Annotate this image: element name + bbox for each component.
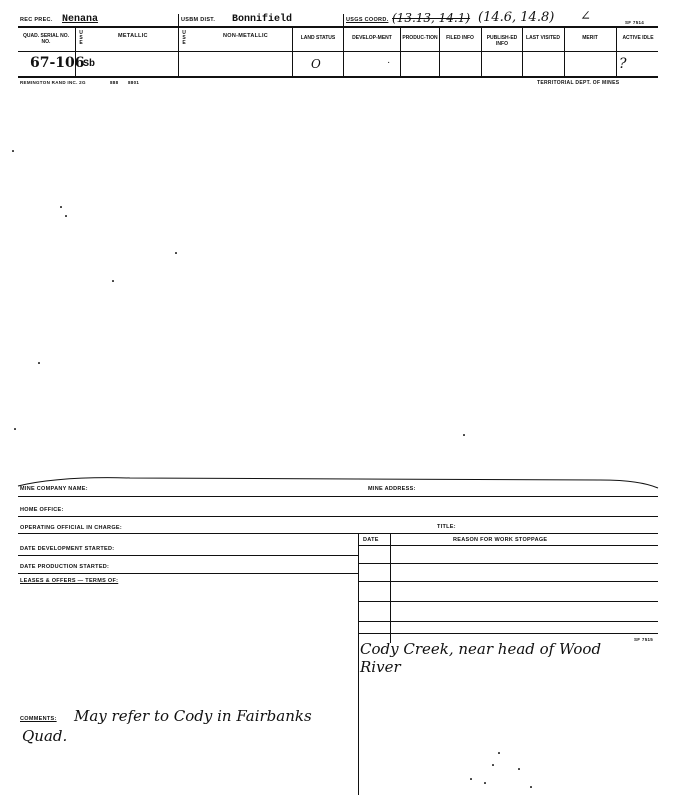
row-line bbox=[18, 533, 658, 534]
imprint-code-a: 888 bbox=[110, 80, 119, 85]
metallic-value: Sb bbox=[83, 59, 96, 70]
speck bbox=[38, 362, 40, 364]
speck bbox=[530, 786, 532, 788]
use-label-nonmetallic: U S E bbox=[182, 30, 186, 46]
merit-label: MERIT bbox=[582, 35, 598, 41]
speck bbox=[492, 764, 494, 766]
usgs-dist-label: USBM DIST. bbox=[181, 17, 216, 23]
home-office-label: HOME OFFICE: bbox=[20, 507, 64, 513]
row-line bbox=[18, 496, 658, 497]
land-status-label: LAND STATUS bbox=[300, 35, 336, 41]
speck bbox=[175, 252, 177, 254]
metallic-label: METALLIC bbox=[118, 33, 148, 39]
row-line bbox=[18, 555, 358, 556]
speck bbox=[112, 280, 114, 282]
development-label: DEVELOP-MENT bbox=[352, 35, 392, 41]
comments-label: COMMENTS: bbox=[20, 716, 57, 722]
mine-address-label: MINE ADDRESS: bbox=[368, 486, 416, 492]
table-row-line bbox=[358, 563, 658, 564]
imprint-code-b: 8801 bbox=[128, 80, 140, 85]
active-idle-label: ACTIVE IDLE bbox=[622, 35, 654, 41]
speck bbox=[518, 768, 520, 770]
location-line-2: River bbox=[360, 658, 401, 676]
land-status-value: O bbox=[311, 57, 321, 71]
speck bbox=[463, 434, 465, 436]
development-value: · bbox=[387, 57, 391, 68]
date-production-label: DATE PRODUCTION STARTED: bbox=[20, 564, 110, 570]
date-development-label: DATE DEVELOPMENT STARTED: bbox=[20, 546, 115, 552]
table-row-line bbox=[358, 581, 658, 582]
divider bbox=[343, 14, 344, 76]
speck bbox=[12, 150, 14, 152]
usgs-coord-mark: ∠ bbox=[580, 9, 591, 24]
printer-imprint: REMINGTON RAND INC. 2G bbox=[20, 80, 86, 85]
table-header-line bbox=[358, 545, 658, 546]
territorial-imprint: TERRITORIAL DEPT. OF MINES bbox=[537, 80, 620, 86]
table-row-line bbox=[358, 601, 658, 602]
usgs-coord-value: (14.6, 14.8) bbox=[478, 10, 555, 25]
speck bbox=[498, 752, 500, 754]
title-label: TITLE: bbox=[437, 524, 456, 530]
table-left-border bbox=[358, 533, 359, 795]
header-row-line bbox=[18, 51, 658, 52]
last-visited-label: LAST VISITED bbox=[526, 35, 560, 41]
usgs-coord-label: USGS COORD. bbox=[346, 17, 389, 23]
quad-serial-value: 67-106 bbox=[30, 55, 85, 71]
rec-prec-label: REC PREC. bbox=[20, 17, 53, 23]
usgs-dist-value: Bonnifield bbox=[232, 14, 293, 25]
form-number-top: SF 7514 bbox=[625, 20, 645, 25]
value-row-line bbox=[18, 76, 658, 78]
date-col-label: DATE bbox=[363, 537, 379, 543]
speck bbox=[484, 782, 486, 784]
rec-prec-value: Nenana bbox=[62, 14, 99, 25]
row-line bbox=[18, 516, 658, 517]
table-row-line bbox=[358, 633, 658, 634]
date-column-divider bbox=[390, 533, 391, 643]
comments-line-2: Quad. bbox=[22, 727, 68, 745]
production-label: PRODUC-TION bbox=[402, 35, 438, 41]
filed-info-label: FILED INFO bbox=[446, 35, 474, 41]
header-underline bbox=[18, 26, 658, 28]
card-top-edge bbox=[0, 472, 678, 492]
divider bbox=[178, 14, 179, 76]
quad-serial-label: QUAD. SERIAL NO. NO. bbox=[22, 33, 70, 45]
comments-line-1: May refer to Cody in Fairbanks bbox=[74, 707, 312, 725]
location-line-1: Cody Creek, near head of Wood bbox=[360, 640, 602, 658]
published-info-label: PUBLISH-ED INFO bbox=[486, 35, 518, 47]
operating-official-label: OPERATING OFFICIAL IN CHARGE: bbox=[20, 525, 122, 531]
mine-company-label: MINE COMPANY NAME: bbox=[20, 486, 88, 492]
nonmetallic-label: NON-METALLIC bbox=[223, 33, 269, 39]
active-idle-value: ? bbox=[619, 56, 627, 72]
speck bbox=[60, 206, 62, 208]
use-label-metallic: U S E bbox=[79, 30, 83, 46]
speck bbox=[65, 215, 67, 217]
table-row-line bbox=[358, 621, 658, 622]
form-number-bottom: SF 7515 bbox=[634, 637, 654, 642]
speck bbox=[470, 778, 472, 780]
reason-col-label: REASON FOR WORK STOPPAGE bbox=[453, 537, 548, 543]
row-line bbox=[18, 573, 358, 574]
speck bbox=[14, 428, 16, 430]
usgs-coord-struck: (13.13, 14.1) bbox=[392, 11, 471, 25]
leases-label: LEASES & OFFERS — TERMS OF: bbox=[20, 578, 119, 584]
